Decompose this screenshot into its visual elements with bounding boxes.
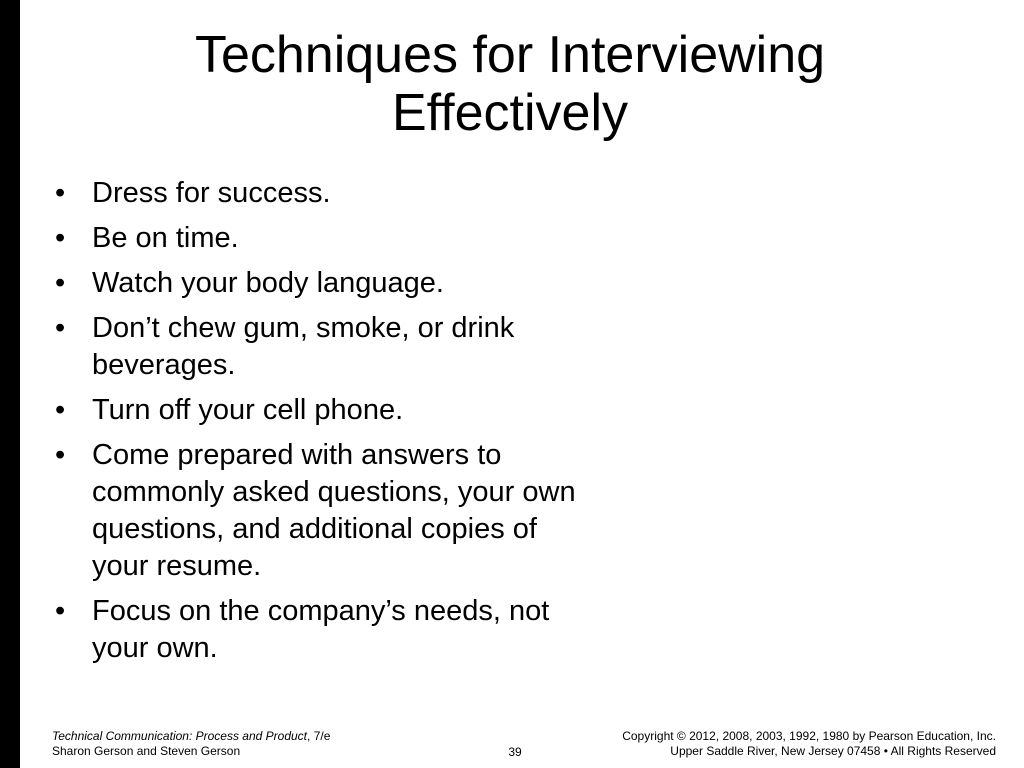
- bullet-marker: •: [55, 267, 66, 299]
- title-line-1: Techniques for Interviewing: [194, 26, 826, 84]
- bullet-line: questions, and additional copies of: [92, 513, 537, 545]
- bullet-line: Dress for success.: [92, 177, 331, 209]
- footer-book-line: [52, 729, 330, 744]
- page-number: 39: [508, 745, 522, 759]
- bullet-marker: •: [55, 439, 66, 471]
- bullet-line: Don’t chew gum, smoke, or drink: [92, 312, 515, 344]
- bullet-item: [55, 593, 695, 667]
- footer-copyright-block: [622, 729, 996, 759]
- bullet-line: Turn off your cell phone.: [92, 394, 404, 426]
- bullet-marker: •: [55, 595, 66, 627]
- footer-edition: , 7/e: [307, 729, 331, 743]
- footer-book-info: [52, 729, 330, 759]
- bullet-item: [55, 310, 695, 384]
- bullet-marker: •: [55, 177, 66, 209]
- bullet-item: [55, 265, 695, 302]
- bullet-marker: •: [55, 222, 66, 254]
- bullet-line: beverages.: [92, 349, 236, 381]
- bullet-line: commonly asked questions, your own: [92, 476, 576, 508]
- bullet-marker: •: [55, 394, 66, 426]
- left-edge-bar: [0, 0, 20, 768]
- footer-authors: Sharon Gerson and Steven Gerson: [52, 744, 241, 758]
- bullet-item: [55, 392, 695, 429]
- bullet-item: [55, 437, 695, 585]
- bullet-list: [55, 175, 695, 675]
- bullet-line: Focus on the company’s needs, not: [92, 595, 550, 627]
- slide-title: [120, 26, 900, 142]
- bullet-line: Be on time.: [92, 222, 239, 254]
- bullet-line: Come prepared with answers to: [92, 439, 502, 471]
- bullet-item: [55, 175, 695, 212]
- title-line-2: Effectively: [391, 84, 629, 142]
- footer-book-title: Technical Communication: Process and Product: [52, 729, 308, 743]
- footer-copyright: Copyright © 2012, 2008, 2003, 1992, 1980 by Pearson Education, Inc.: [622, 729, 996, 743]
- bullet-line: Watch your body language.: [92, 267, 444, 299]
- bullet-item: [55, 220, 695, 257]
- bullet-line: your own.: [92, 632, 218, 664]
- bullet-line: your resume.: [92, 550, 262, 582]
- footer-publisher-address: Upper Saddle River, New Jersey 07458 • All Rights Reserved: [670, 744, 996, 758]
- bullet-marker: •: [55, 312, 66, 344]
